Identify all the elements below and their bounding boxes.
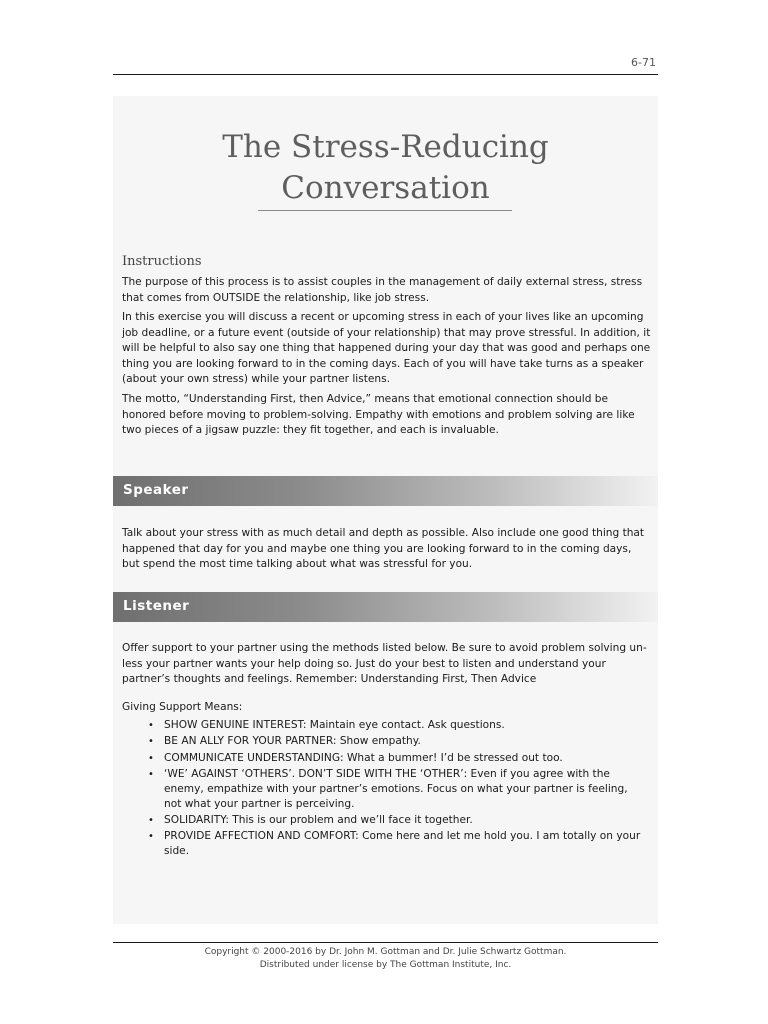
listener-heading: Listener: [123, 598, 190, 614]
listener-text: Offer support to your partner using the methods listed below. Be sure to avoid problem solving un-less your partner wants your help doing so. Just do your best to listen and understand your partner’s thoughts and feelings. Remember: Understanding First, Then Advice: [122, 642, 647, 686]
copyright-text: Copyright © 2000-2016 by Dr. John M. Gottman and Dr. Julie Schwartz Gottman.: [204, 947, 567, 957]
support-list: [148, 718, 648, 861]
speaker-text: Talk about your stress with as much detail and depth as possible. Also include one good thing that happened that day for you and maybe one thing you are looking forward to in the coming days, but spend the most time talking about what was stressful for you.: [122, 527, 645, 571]
list-item: [148, 767, 648, 812]
bullet-icon: •: [148, 768, 154, 780]
footer: [113, 946, 658, 971]
list-item-text: ‘WE’ AGAINST ‘OTHERS’. DON’T SIDE WITH THE ‘OTHER’: Even if you agree with the enemy, empathize with your partner’s emotions. Focus on what your partner is feeling, not what your partner is perceiving.: [164, 767, 628, 810]
bullet-icon: •: [148, 815, 154, 827]
title-underline: [258, 210, 512, 211]
list-item: [148, 751, 648, 766]
list-item-text: COMMUNICATE UNDERSTANDING: What a bummer! I’d be stressed out too.: [164, 751, 563, 764]
list-item-text: SOLIDARITY: This is our problem and we’ll face it together.: [164, 814, 473, 827]
bullet-icon: •: [148, 736, 154, 748]
page-title: [113, 127, 658, 209]
top-rule: [113, 74, 658, 75]
list-item-text: SHOW GENUINE INTEREST: Maintain eye contact. Ask questions.: [164, 719, 505, 731]
license-text: Distributed under license by The Gottman Institute, Inc.: [259, 959, 512, 970]
list-item: [148, 734, 648, 749]
title-line-2: Conversation: [281, 170, 490, 206]
listener-section-bar: [113, 592, 658, 622]
instructions-paragraph-1: The purpose of this process is to assist couples in the management of daily external stress, stress that comes from OUTSIDE the relationship, like job stress.: [122, 276, 643, 304]
list-item: [148, 829, 648, 859]
speaker-section-bar: [113, 476, 658, 506]
speaker-heading: Speaker: [123, 482, 189, 498]
footer-rule: [113, 942, 658, 943]
title-line-1: The Stress-Reducing: [222, 129, 549, 165]
list-item: [148, 718, 648, 733]
instructions-paragraph-2: In this exercise you will discuss a recent or upcoming stress in each of your lives like an upcoming job deadline, or a future event (outside of your relationship) that may prove stressful. In addition, it will be helpful to also say one thing that happened during your day that was good and perhaps one thing you are looking forward to in the coming days. Each of you will have take turns as a speaker (about your own stress) while your partner listens.: [122, 311, 651, 386]
list-item: [148, 813, 648, 828]
giving-support-heading: Giving Support Means:: [122, 701, 243, 713]
bullet-icon: •: [148, 752, 154, 764]
bullet-icon: •: [148, 831, 154, 843]
page-number: 6-71: [631, 56, 656, 69]
list-item-text: PROVIDE AFFECTION AND COMFORT: Come here and let me hold you. I am totally on your side.: [164, 830, 641, 858]
instructions-paragraph-3: The motto, “Understanding First, then Advice,” means that emotional connection should be honored before moving to problem-solving. Empathy with emotions and problem solving are like two pieces of a jigsaw puzzle: they fit together, and each is invaluable.: [122, 393, 635, 437]
instructions-heading: Instructions: [122, 254, 202, 269]
list-item-text: BE AN ALLY FOR YOUR PARTNER: Show empathy.: [164, 735, 421, 748]
bullet-icon: •: [148, 720, 154, 731]
